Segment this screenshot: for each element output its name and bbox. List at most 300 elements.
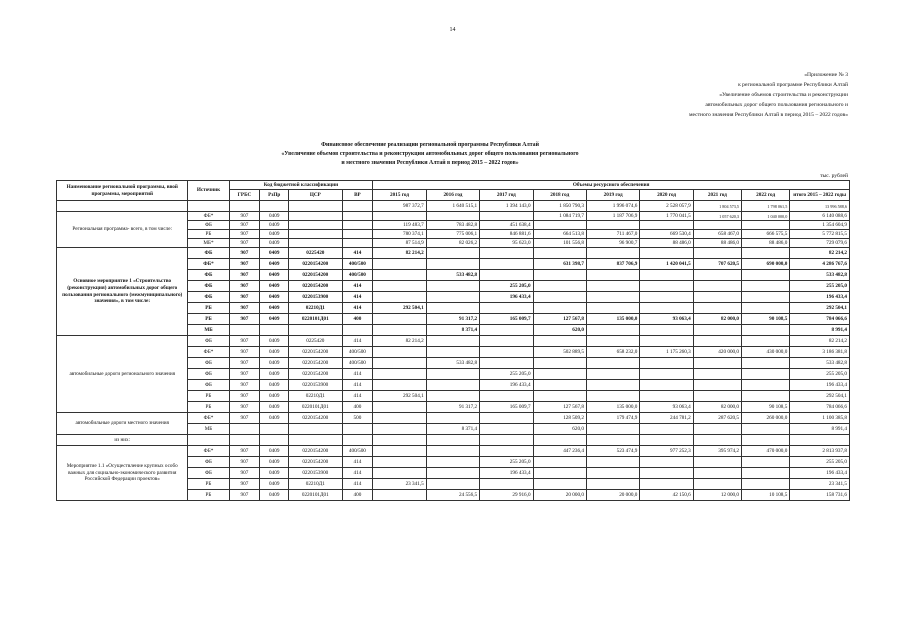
table-cell: 987 372,7 xyxy=(373,201,426,212)
table-cell xyxy=(586,270,639,281)
table-cell: 0220153900 xyxy=(289,292,342,303)
table-cell xyxy=(426,303,479,314)
table-cell: 414 xyxy=(342,391,373,402)
table-cell xyxy=(742,457,790,468)
table-cell: 3 186 381,8 xyxy=(790,347,850,358)
table-cell xyxy=(640,270,693,281)
table-cell: 292 504,1 xyxy=(373,391,426,402)
table-cell: РБ xyxy=(188,479,229,490)
table-cell xyxy=(693,281,741,292)
table-cell: 82 026,2 xyxy=(426,239,479,248)
table-cell xyxy=(260,201,289,212)
table-cell xyxy=(533,435,586,446)
table-cell: 666 575,5 xyxy=(742,230,790,239)
table-cell xyxy=(742,325,790,336)
table-cell: 907 xyxy=(229,402,260,413)
table-cell: 470 000,0 xyxy=(742,446,790,457)
table-cell: 0409 xyxy=(260,369,289,380)
table-cell: 1 798 061,5 xyxy=(742,201,790,212)
table-cell xyxy=(742,435,790,446)
table-cell: 127 567,8 xyxy=(533,402,586,413)
table-cell: 658 467,0 xyxy=(693,230,741,239)
table-cell: 1 850 790,3 xyxy=(533,201,586,212)
table-cell xyxy=(586,424,639,435)
table-cell xyxy=(693,221,741,230)
table-cell xyxy=(289,424,342,435)
table-cell xyxy=(693,325,741,336)
table-cell xyxy=(533,292,586,303)
table-cell: 0220153900 xyxy=(289,468,342,479)
table-cell: 82 214,2 xyxy=(790,336,850,347)
header-budget-code: Код бюджетной классификации xyxy=(229,181,373,190)
table-cell xyxy=(480,358,533,369)
table-cell: 90 108,5 xyxy=(742,314,790,325)
table-cell: 4 286 767,6 xyxy=(790,259,850,270)
table-cell xyxy=(742,369,790,380)
table-cell: 292 504,1 xyxy=(373,303,426,314)
table-cell xyxy=(640,424,693,435)
table-cell xyxy=(533,303,586,314)
table-cell: 400 xyxy=(342,490,373,501)
table-cell xyxy=(426,369,479,380)
table-cell xyxy=(289,201,342,212)
table-cell xyxy=(693,457,741,468)
table-cell: 93 063,4 xyxy=(640,314,693,325)
table-cell: 128 509,2 xyxy=(533,413,586,424)
table-cell: 2 528 057,9 xyxy=(640,201,693,212)
table-cell: 0409 xyxy=(260,336,289,347)
table-cell: 135 000,0 xyxy=(586,402,639,413)
table-cell xyxy=(586,221,639,230)
table-cell: 88 486,0 xyxy=(640,239,693,248)
appendix-note xyxy=(689,70,848,120)
header-csr: ЦСР xyxy=(289,190,342,201)
table-cell: 0409 xyxy=(260,479,289,490)
table-cell: 255 205,0 xyxy=(480,369,533,380)
table-cell: 0220154200 xyxy=(289,457,342,468)
table-cell: 10 108,5 xyxy=(742,490,790,501)
table-cell xyxy=(188,435,229,446)
table-cell: 0409 xyxy=(260,402,289,413)
title-line: Финансовое обеспечение реализации региональной программы Республики Алтай xyxy=(321,142,539,148)
table-cell: 1 770 041,5 xyxy=(640,212,693,221)
table-cell: автомобильные дороги местного значения xyxy=(57,413,188,435)
table-cell: 1 057 620,3 xyxy=(693,212,741,221)
table-cell: 907 xyxy=(229,314,260,325)
table-cell xyxy=(693,424,741,435)
table-cell: 414 xyxy=(342,479,373,490)
table-cell: 0220154200 xyxy=(289,347,342,358)
table-cell xyxy=(742,336,790,347)
table-cell xyxy=(586,292,639,303)
table-cell xyxy=(533,369,586,380)
table-cell: 0409 xyxy=(260,391,289,402)
table-cell xyxy=(426,248,479,259)
table-cell: 292 504,1 xyxy=(790,303,850,314)
table-cell: 977 252,3 xyxy=(640,446,693,457)
table-cell xyxy=(480,325,533,336)
table-cell xyxy=(640,358,693,369)
table-cell xyxy=(693,468,741,479)
table-cell: ФБ* xyxy=(188,259,229,270)
table-cell: 0220101Д01 xyxy=(289,402,342,413)
table-cell: 165 009,7 xyxy=(480,402,533,413)
table-row xyxy=(57,435,850,446)
table-cell: ФБ xyxy=(188,358,229,369)
table-cell xyxy=(426,292,479,303)
table-cell xyxy=(640,281,693,292)
appendix-line: к региональной программе Республики Алтай xyxy=(738,82,848,88)
table-cell: 2 813 937,8 xyxy=(790,446,850,457)
table-cell: 135 000,0 xyxy=(586,314,639,325)
table-cell: 101 556,8 xyxy=(533,239,586,248)
table-cell xyxy=(586,303,639,314)
table-cell xyxy=(289,221,342,230)
table-cell: 907 xyxy=(229,292,260,303)
table-cell xyxy=(742,468,790,479)
table-cell xyxy=(480,424,533,435)
table-cell: Мероприятие 1.1 «Осуществление крупных особо важных для социально-экономического развития Российской Федерации проектов» xyxy=(57,446,188,501)
table-cell xyxy=(586,435,639,446)
header-resource: Объемы ресурсного обеспечения xyxy=(373,181,850,190)
table-cell xyxy=(289,212,342,221)
table-cell: 0409 xyxy=(260,490,289,501)
table-cell: 907 xyxy=(229,347,260,358)
table-cell xyxy=(693,270,741,281)
table-cell: 255 205,0 xyxy=(480,457,533,468)
table-cell xyxy=(742,479,790,490)
table-cell: МБ xyxy=(188,424,229,435)
header-year: 2022 год xyxy=(742,190,790,201)
table-cell: 255 205,0 xyxy=(790,281,850,292)
table-cell: 658 232,0 xyxy=(586,347,639,358)
table-cell xyxy=(480,212,533,221)
table-cell xyxy=(426,446,479,457)
table-cell xyxy=(533,380,586,391)
table-cell xyxy=(640,248,693,259)
table-cell: из них: xyxy=(57,435,188,446)
table-cell xyxy=(342,230,373,239)
table-cell xyxy=(742,380,790,391)
appendix-line: местного значения Республики Алтай в период 2015 – 2022 годов» xyxy=(688,112,848,118)
table-cell: 82 214,2 xyxy=(373,248,426,259)
table-cell: 0409 xyxy=(260,230,289,239)
table-cell: 729 079,6 xyxy=(790,239,850,248)
table-cell: РБ xyxy=(188,314,229,325)
table-cell xyxy=(373,270,426,281)
table-cell: 414 xyxy=(342,281,373,292)
table-cell: РБ xyxy=(188,402,229,413)
table-cell: 196 433,4 xyxy=(480,380,533,391)
table-cell xyxy=(640,380,693,391)
table-cell xyxy=(289,239,342,248)
table-cell: 500 xyxy=(342,413,373,424)
header-vr: ВР xyxy=(342,190,373,201)
table-cell: 196 433,4 xyxy=(480,468,533,479)
table-cell: 8 371,4 xyxy=(426,325,479,336)
table-cell: 690 000,0 xyxy=(742,259,790,270)
table-cell: 784 066,6 xyxy=(790,314,850,325)
header-source: Источник xyxy=(188,181,229,201)
table-cell: 414 xyxy=(342,468,373,479)
table-cell: 0220153900 xyxy=(289,380,342,391)
table-cell xyxy=(693,479,741,490)
table-cell xyxy=(373,446,426,457)
appendix-line: «Приложение № 3 xyxy=(804,72,848,78)
table-cell: 780 374,1 xyxy=(373,230,426,239)
table-cell xyxy=(373,402,426,413)
table-cell: 533 482,8 xyxy=(426,358,479,369)
table-cell xyxy=(693,391,741,402)
table-cell xyxy=(533,468,586,479)
table-cell xyxy=(586,336,639,347)
appendix-line: автомобильных дорог общего пользования регионального и xyxy=(705,102,848,108)
table-cell xyxy=(373,435,426,446)
table-cell: 907 xyxy=(229,281,260,292)
table-cell: 420 000,0 xyxy=(693,347,741,358)
table-cell: 87 514,9 xyxy=(373,239,426,248)
table-cell xyxy=(790,435,850,446)
table-cell: 0409 xyxy=(260,239,289,248)
table-cell xyxy=(426,391,479,402)
table-cell xyxy=(373,413,426,424)
table-cell: 23 341,5 xyxy=(790,479,850,490)
table-cell: 907 xyxy=(229,479,260,490)
table-cell xyxy=(586,248,639,259)
table-cell: 196 433,4 xyxy=(790,292,850,303)
table-cell xyxy=(426,479,479,490)
table-cell xyxy=(533,248,586,259)
table-cell: 196 433,4 xyxy=(790,380,850,391)
table-cell: 414 xyxy=(342,336,373,347)
table-cell xyxy=(693,380,741,391)
table-cell xyxy=(586,468,639,479)
table-cell: 260 000,0 xyxy=(742,413,790,424)
table-cell xyxy=(480,270,533,281)
table-cell: ФБ xyxy=(188,221,229,230)
table-cell xyxy=(426,259,479,270)
table-cell: 775 006,1 xyxy=(426,230,479,239)
table-cell: 82 214,2 xyxy=(373,336,426,347)
table-cell xyxy=(742,221,790,230)
table-cell xyxy=(640,479,693,490)
table-cell: 1 996 074,6 xyxy=(586,201,639,212)
table-cell xyxy=(260,325,289,336)
table-cell: 907 xyxy=(229,221,260,230)
table-cell xyxy=(342,221,373,230)
table-cell xyxy=(229,424,260,435)
units-label: тыс. рублей xyxy=(820,173,848,179)
table-cell xyxy=(373,424,426,435)
table-cell: 620,0 xyxy=(533,325,586,336)
table-cell: 907 xyxy=(229,413,260,424)
appendix-line: «Увеличение объемов строительства и реконструкции xyxy=(719,92,848,98)
table-cell: 907 xyxy=(229,259,260,270)
page-number: 14 xyxy=(449,27,456,33)
table-cell: 0220154200 xyxy=(289,413,342,424)
table-cell: 0409 xyxy=(260,281,289,292)
table-cell: 29 916,0 xyxy=(480,490,533,501)
table-cell xyxy=(533,281,586,292)
header-grbs: ГРБС xyxy=(229,190,260,201)
table-cell xyxy=(586,358,639,369)
table-row xyxy=(57,201,850,212)
table-cell xyxy=(373,457,426,468)
table-cell: 02210Д1 xyxy=(289,479,342,490)
table-row xyxy=(57,212,850,221)
table-cell xyxy=(426,336,479,347)
table-cell: ФБ xyxy=(188,457,229,468)
table-cell: РБ xyxy=(188,303,229,314)
table-cell xyxy=(693,303,741,314)
table-cell: 523 474,9 xyxy=(586,446,639,457)
table-cell xyxy=(480,446,533,457)
table-cell: 400/500 xyxy=(342,446,373,457)
table-cell: 196 433,4 xyxy=(790,468,850,479)
table-cell xyxy=(742,303,790,314)
table-cell: 783 482,8 xyxy=(426,221,479,230)
table-cell xyxy=(426,457,479,468)
table-cell xyxy=(373,358,426,369)
table-cell: 292 504,1 xyxy=(790,391,850,402)
table-cell: 0220154200 xyxy=(289,358,342,369)
table-cell xyxy=(373,490,426,501)
table-cell: ФБ xyxy=(188,270,229,281)
table-cell xyxy=(586,391,639,402)
table-cell: 414 xyxy=(342,380,373,391)
table-cell xyxy=(533,358,586,369)
table-cell: 88 486,0 xyxy=(742,239,790,248)
table-cell xyxy=(586,325,639,336)
table-row xyxy=(57,446,850,457)
table-cell: МБ* xyxy=(188,239,229,248)
table-cell: Региональная программа- всего, в том числе: xyxy=(57,212,188,248)
table-cell: 23 341,5 xyxy=(373,479,426,490)
table-cell: Основное мероприятие 1 «Строительство (реконструкция) автомобильных дорог общего пользования регионального (межмуниципального) значения», в том числе: xyxy=(57,248,188,336)
table-cell: 414 xyxy=(342,457,373,468)
table-cell: 90 108,5 xyxy=(742,402,790,413)
table-cell: 0409 xyxy=(260,413,289,424)
table-cell: 0409 xyxy=(260,270,289,281)
table-cell xyxy=(693,358,741,369)
table-cell: 1 804 573,5 xyxy=(693,201,741,212)
table-cell xyxy=(426,435,479,446)
table-cell: 0409 xyxy=(260,303,289,314)
table-cell xyxy=(480,303,533,314)
table-cell: 24 556,5 xyxy=(426,490,479,501)
table-cell: 395 974,2 xyxy=(693,446,741,457)
table-cell: 82 000,0 xyxy=(693,314,741,325)
table-cell: 620,0 xyxy=(533,424,586,435)
table-cell: 707 620,5 xyxy=(693,259,741,270)
table-cell: 664 513,8 xyxy=(533,230,586,239)
table-cell xyxy=(289,435,342,446)
table-cell: 907 xyxy=(229,303,260,314)
table-cell xyxy=(57,201,188,212)
table-cell xyxy=(640,468,693,479)
table-cell xyxy=(742,391,790,402)
header-total: итого 2015 – 2022 годы xyxy=(790,190,850,201)
table-cell: 0409 xyxy=(260,347,289,358)
table-cell: 0409 xyxy=(260,248,289,259)
header-year: 2016 год xyxy=(426,190,479,201)
table-cell: 95 623,0 xyxy=(480,239,533,248)
table-cell: 907 xyxy=(229,230,260,239)
table-cell: 42 150,6 xyxy=(640,490,693,501)
table-cell: 0220154200 xyxy=(289,270,342,281)
table-cell: 907 xyxy=(229,239,260,248)
table-cell: 837 706,9 xyxy=(586,259,639,270)
table-cell: 88 486,0 xyxy=(693,239,741,248)
table-cell: 8 991,4 xyxy=(790,325,850,336)
table-cell: 255 205,0 xyxy=(790,369,850,380)
table-cell xyxy=(533,270,586,281)
table-cell xyxy=(693,248,741,259)
table-cell: 91 317,2 xyxy=(426,402,479,413)
header-year: 2021 год xyxy=(693,190,741,201)
table-cell: 12 000,0 xyxy=(693,490,741,501)
table-cell: РБ xyxy=(188,391,229,402)
table-cell xyxy=(342,201,373,212)
table-cell: ФБ* xyxy=(188,347,229,358)
table-cell xyxy=(342,424,373,435)
title-line: «Увеличение объемов строительства и реконструкции автомобильных дорог общего пользования регионального xyxy=(281,151,579,157)
table-cell xyxy=(586,281,639,292)
table-cell: 784 066,6 xyxy=(790,402,850,413)
table-cell: ФБ* xyxy=(188,212,229,221)
table-cell: 96 900,7 xyxy=(586,239,639,248)
table-cell: 533 482,8 xyxy=(426,270,479,281)
table-cell: 119 483,7 xyxy=(373,221,426,230)
table-cell xyxy=(373,314,426,325)
table-cell xyxy=(640,369,693,380)
table-cell: 5 772 815,5 xyxy=(790,230,850,239)
table-cell: 907 xyxy=(229,212,260,221)
table-cell: 1 040 000,0 xyxy=(742,212,790,221)
table-cell: 0409 xyxy=(260,446,289,457)
table-cell: 1 084 719,7 xyxy=(533,212,586,221)
table-cell: 93 063,4 xyxy=(640,402,693,413)
table-cell xyxy=(373,292,426,303)
table-cell xyxy=(742,358,790,369)
table-cell: 400/500 xyxy=(342,270,373,281)
table-cell xyxy=(533,221,586,230)
table-cell: 711 467,0 xyxy=(586,230,639,239)
table-cell: 400/500 xyxy=(342,259,373,270)
table-cell: автомобильные дороги регионального значения xyxy=(57,336,188,413)
table-cell xyxy=(373,212,426,221)
table-cell: ФБ xyxy=(188,380,229,391)
table-cell xyxy=(742,281,790,292)
table-cell: 0409 xyxy=(260,259,289,270)
table-cell: 0220101Д01 xyxy=(289,490,342,501)
table-cell: 400/500 xyxy=(342,358,373,369)
table-cell xyxy=(373,347,426,358)
table-cell: 0409 xyxy=(260,380,289,391)
table-cell: 0220154200 xyxy=(289,369,342,380)
table-cell: 0220154200 xyxy=(289,259,342,270)
table-cell: 1 394 143,0 xyxy=(480,201,533,212)
table-cell: 907 xyxy=(229,468,260,479)
table-cell xyxy=(342,239,373,248)
table-cell: 1 420 041,5 xyxy=(640,259,693,270)
table-cell xyxy=(229,435,260,446)
table-cell: ФБ xyxy=(188,468,229,479)
table-cell xyxy=(693,435,741,446)
table-cell: ФБ xyxy=(188,281,229,292)
table-cell: 907 xyxy=(229,380,260,391)
table-cell xyxy=(586,457,639,468)
